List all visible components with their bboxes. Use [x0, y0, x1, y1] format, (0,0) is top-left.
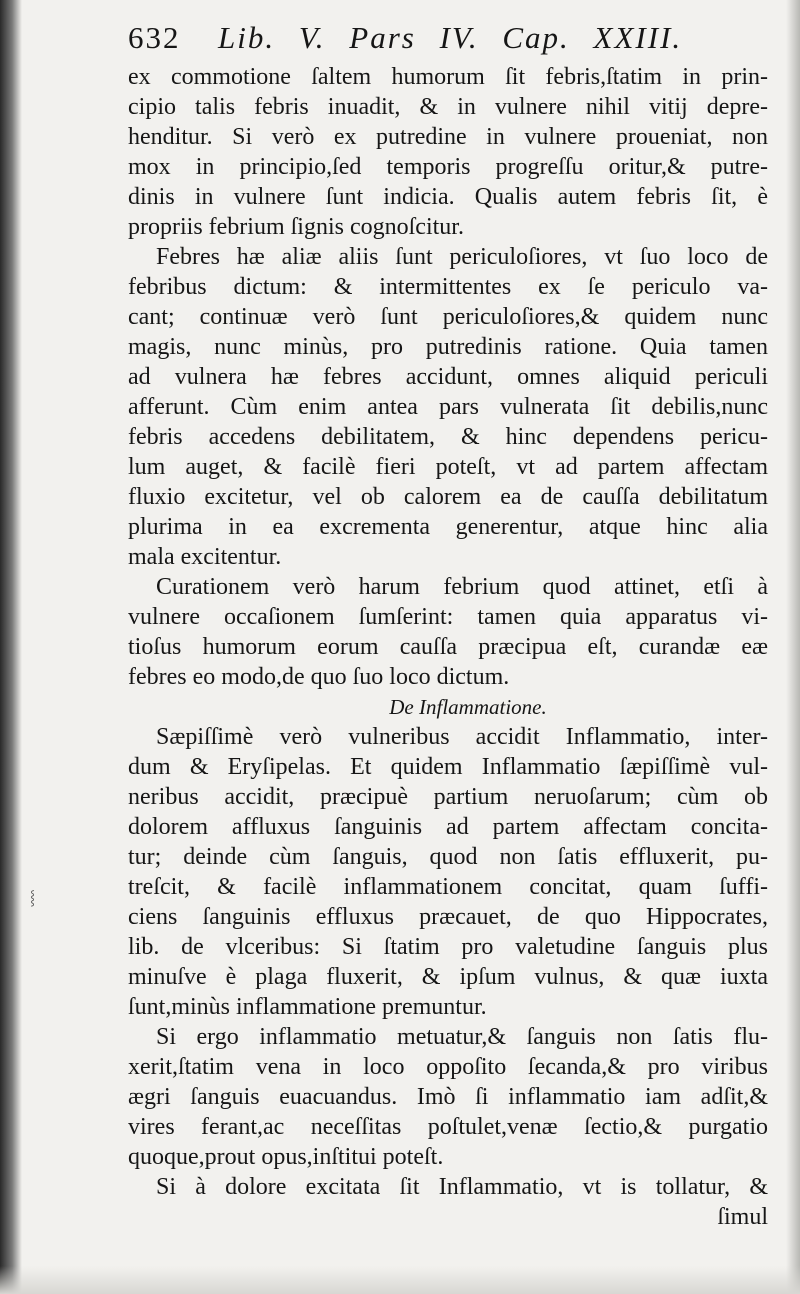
text-line: lib. de vlceribus: Si ſtatim pro valetudine ſanguis plus [128, 934, 768, 960]
text-line: fluxio excitetur, vel ob calorem ea de cauſſa debilitatum [128, 484, 768, 510]
text-line: ciens ſanguinis effluxus præcauet, de quo Hippocrates, [128, 904, 768, 930]
text-line: dinis in vulnere ſunt indicia. Qualis autem febris ſit, è [128, 184, 768, 210]
text-line: ex commotione ſaltem humorum ſit febris,ſtatim in prin- [128, 64, 768, 90]
text-line: ad vulnera hæ febres accidunt, omnes aliquid periculi [128, 364, 768, 390]
text-line: ſunt,minùs inflammatione premuntur. [128, 994, 487, 1020]
text-line: plurima in ea excrementa generentur, atque hinc alia [128, 514, 768, 540]
text-line: minuſve è plaga fluxerit, & ipſum vulnus, & quæ iuxta [128, 964, 768, 990]
running-title: Lib. V. Pars IV. Cap. XXIII. [218, 20, 683, 55]
binding-shadow [0, 0, 22, 1294]
text-line: lum auget, & facilè fieri poteſt, vt ad partem affectam [128, 454, 768, 480]
catchword: ſimul [717, 1204, 768, 1230]
margin-mark: ⸾ [30, 890, 36, 906]
text-line: dolorem affluxus ſanguinis ad partem affectam concita- [128, 814, 768, 840]
paragraph-first-line: Febres hæ aliæ aliis ſunt periculoſiores, vt ſuo loco de [156, 244, 768, 270]
text-line: mox in principio,ſed temporis progreſſu oritur,& putre- [128, 154, 768, 180]
text-line: cant; continuæ verò ſunt periculoſiores,& quidem nunc [128, 304, 768, 330]
text-line: xerit,ſtatim vena in loco oppoſito ſecanda,& pro viribus [128, 1054, 768, 1080]
text-line: propriis febrium ſignis cognoſcitur. [128, 214, 464, 240]
text-line: tioſus humorum eorum cauſſa præcipua eſt, curandæ eæ [128, 634, 768, 660]
text-line: cipio talis febris inuadit, & in vulnere nihil vitij depre- [128, 94, 768, 120]
page-edge [786, 0, 800, 1294]
text-line: febres eo modo,de quo ſuo loco dictum. [128, 664, 510, 690]
text-line: magis, nunc minùs, pro putredinis ratione. Quia tamen [128, 334, 768, 360]
paragraph-first-line: Si à dolore excitata ſit Inflammatio, vt is tollatur, & [156, 1174, 768, 1200]
text-line: vires ferant,ac neceſſitas poſtulet,venæ ſectio,& purgatio [128, 1114, 768, 1140]
text-line: vulnere occaſionem ſumſerint: tamen quia apparatus vi- [128, 604, 768, 630]
text-line: quoque,prout opus,inſtitui poteſt. [128, 1144, 444, 1170]
section-heading: De Inflammatione. [389, 695, 547, 719]
paragraph-first-line: Sæpiſſimè verò vulneribus accidit Inflammatio, inter- [156, 724, 768, 750]
text-line: febribus dictum: & intermittentes ex ſe periculo va- [128, 274, 768, 300]
body-text [128, 62, 768, 1232]
text-line: mala excitentur. [128, 544, 282, 570]
text-line: tur; deinde cùm ſanguis, quod non ſatis effluxerit, pu- [128, 844, 768, 870]
text-line: treſcit, & facilè inflammationem concitat, quam ſuffi- [128, 874, 768, 900]
text-line: henditur. Si verò ex putredine in vulnere proueniat, non [128, 124, 768, 150]
page-bottom-edge [0, 1266, 800, 1294]
paragraph-first-line: Si ergo inflammatio metuatur,& ſanguis non ſatis flu- [156, 1024, 768, 1050]
text-line: febris accedens debilitatem, & hinc dependens pericu- [128, 424, 768, 450]
text-line: ægri ſanguis euacuandus. Imò ſi inflammatio iam adſit,& [128, 1084, 768, 1110]
text-line: afferunt. Cùm enim antea pars vulnerata ſit debilis,nunc [128, 394, 768, 420]
page-header [128, 20, 768, 60]
page-number: 632 [128, 20, 181, 55]
text-line: neribus accidit, præcipuè partium neruoſarum; cùm ob [128, 784, 768, 810]
paragraph-first-line: Curationem verò harum febrium quod attinet, etſi à [156, 574, 768, 600]
text-line: dum & Eryſipelas. Et quidem Inflammatio ſæpiſſimè vul- [128, 754, 768, 780]
